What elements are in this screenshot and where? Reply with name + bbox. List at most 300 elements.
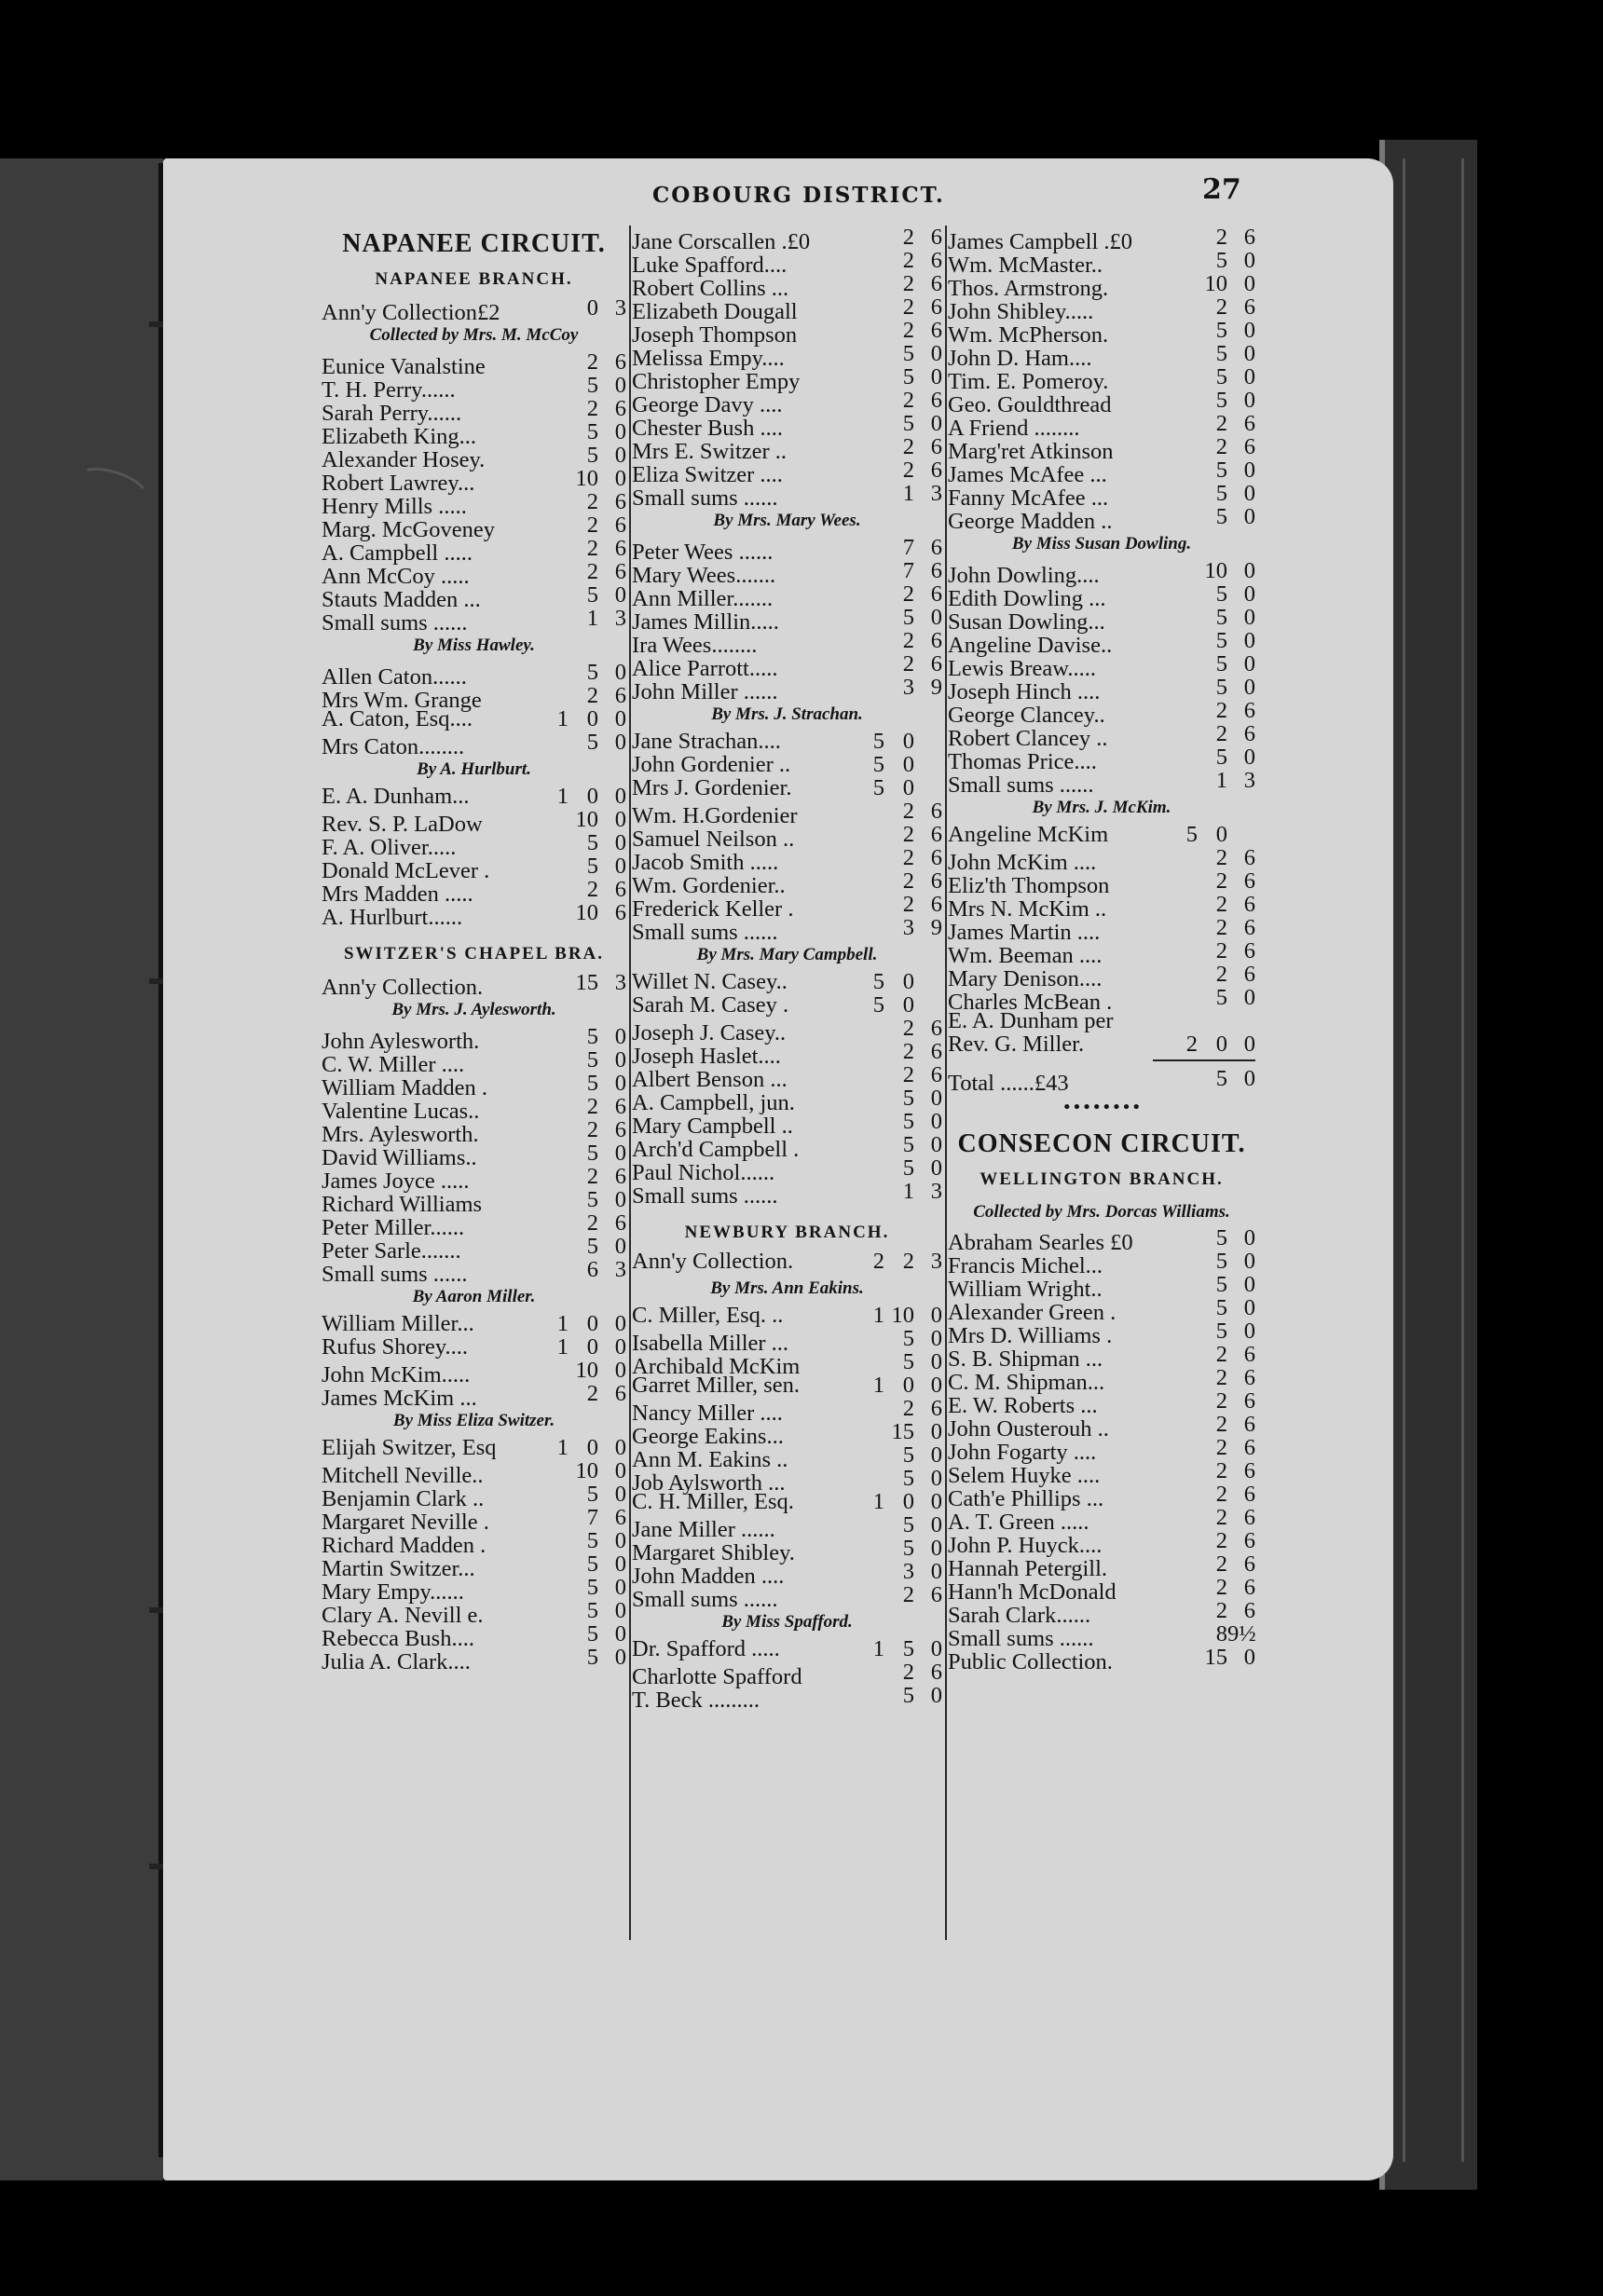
amount-pence: 6 (930, 845, 942, 870)
amount-pounds (845, 319, 884, 342)
subscriber-name: Mrs J. Gordenier. (632, 776, 792, 800)
amount (526, 808, 626, 831)
amount-shillings: 0 (586, 295, 598, 321)
amount (526, 1165, 626, 1188)
amount (1155, 1273, 1255, 1296)
amount-pounds (1158, 1506, 1198, 1529)
amount-pounds (1158, 1273, 1198, 1296)
amount-shillings: 5 (1215, 341, 1227, 366)
subscriber-name: A Friend ........ (948, 417, 1080, 440)
amount-shillings: 5 (1215, 745, 1227, 770)
amount-pounds (1158, 559, 1198, 582)
amount (1155, 986, 1255, 1009)
subscriber-row (322, 660, 626, 689)
collector-line: By Miss Spafford. (721, 1612, 853, 1632)
amount-pounds: 5 (872, 752, 884, 777)
subscriber-name: C. W. Miller .... (322, 1053, 465, 1076)
amount-shillings: 2 (586, 877, 598, 902)
amount (526, 1095, 626, 1118)
subscriber-name: Frederick Keller . (632, 897, 794, 921)
amount-pence: 6 (1243, 1551, 1255, 1577)
amount-pounds (1158, 1622, 1198, 1646)
amount-pounds (1158, 916, 1198, 939)
amount-pounds (529, 878, 569, 901)
amount (526, 537, 626, 560)
subscriber-row (322, 1312, 626, 1335)
amount-pounds (529, 1025, 569, 1048)
subscriber-name: Marg'ret Atkinson (948, 440, 1114, 463)
amount-pounds (845, 1467, 884, 1490)
subscriber-name: Rev. S. P. LaDow (322, 813, 483, 836)
subscriber-name: Rebecca Bush.... (322, 1627, 474, 1650)
amount-pence: 0 (614, 1141, 626, 1166)
amount-pounds (529, 854, 569, 878)
amount (842, 753, 942, 776)
amount-shillings: 7 (902, 558, 914, 583)
amount-shillings: 2 (1215, 1598, 1227, 1623)
subscriber-name: Joseph J. Casey.. (632, 1021, 787, 1045)
amount-shillings: 0 (902, 775, 914, 800)
subscriber-name: Jane Corscallen .£0 (632, 230, 811, 253)
amount-pounds (1158, 342, 1198, 365)
subscriber-name: Public Collection. (948, 1650, 1113, 1674)
amount-pence: 0 (1243, 458, 1255, 483)
amount-shillings: 8 (1215, 1621, 1227, 1647)
subscriber-name: John Dowling.... (948, 564, 1100, 587)
amount-pence: 6 (614, 1381, 626, 1406)
subscriber-name: A. Campbell, jun. (632, 1091, 795, 1114)
amount-pounds (845, 1156, 884, 1180)
amount-pounds (1158, 676, 1198, 699)
subscriber-name: Peter Miller...... (322, 1216, 465, 1239)
circuit-heading: NAPANEE CIRCUIT. (342, 229, 606, 258)
subscriber-name: Eliz'th Thompson (948, 874, 1110, 897)
collector-line: Collected by Mrs. Dorcas Williams. (973, 1202, 1230, 1222)
amount-shillings: 5 (586, 1141, 598, 1166)
amount-shillings: 2 (1215, 845, 1227, 870)
subscriber-name: Hannah Petergill. (948, 1557, 1108, 1580)
subscriber-name: Peter Sarle....... (322, 1239, 461, 1263)
amount (1155, 963, 1255, 986)
amount-shillings: 2 (902, 1062, 914, 1087)
subscriber-name: Ira Wees........ (632, 634, 758, 657)
amount-shillings: 5 (1215, 364, 1227, 390)
amount (842, 1063, 942, 1086)
amount-shillings: 2 (586, 536, 598, 561)
subscriber-name: Mrs E. Switzer .. (632, 440, 788, 463)
amount-shillings: 5 (586, 1575, 598, 1600)
subscriber-name: Sarah M. Casey . (632, 993, 789, 1017)
subscriber-row (632, 1490, 942, 1513)
amount (1155, 1343, 1255, 1366)
subscriber-row (322, 1436, 626, 1459)
amount-pounds (845, 846, 884, 869)
amount-pounds: 1 (556, 1311, 569, 1336)
amount-pence: 9 (930, 675, 942, 700)
subscriber-name: George Eakins... (632, 1425, 784, 1448)
subscriber-row (322, 785, 626, 808)
subscriber-row (632, 993, 942, 1017)
amount-pence: 6 (1243, 1388, 1255, 1414)
amount-shillings: 0 (902, 1373, 914, 1398)
subscriber-name: E. A. Dunham... (322, 785, 470, 808)
amount-pence: 0 (614, 1458, 626, 1483)
total-rule (1153, 1059, 1255, 1061)
amount-pence: 0 (614, 419, 626, 444)
amount-pence: 6 (614, 512, 626, 538)
amount-pence: 6 (930, 225, 942, 250)
circuit-heading: CONSECON CIRCUIT. (957, 1129, 1246, 1158)
amount-pounds (1158, 435, 1198, 458)
branch-heading: NEWBURY BRANCH. (684, 1223, 890, 1242)
amount (1155, 676, 1255, 699)
amount-pence: 0 (1243, 675, 1255, 700)
amount-shillings: 2 (1215, 1435, 1227, 1460)
amount (1155, 226, 1255, 249)
amount-pence: 6 (1243, 845, 1255, 870)
subscriber-row (948, 845, 1255, 874)
amount (842, 1350, 942, 1374)
amount-pounds (845, 1583, 884, 1606)
amount (1155, 769, 1255, 792)
amount (842, 342, 942, 365)
subscriber-name: Garret Miller, sen. (632, 1374, 800, 1397)
amount-shillings: 2 (586, 349, 598, 375)
amount-shillings: 2 (1215, 1388, 1227, 1414)
amount-pence: 6 (614, 559, 626, 584)
amount (842, 1304, 942, 1327)
amount-pounds (845, 559, 884, 582)
amount-shillings: 2 (902, 458, 914, 483)
subscriber-name: Wm. Beeman .... (948, 944, 1103, 967)
amount-shillings: 2 (902, 651, 914, 676)
amount (842, 916, 942, 939)
amount-shillings: 0 (902, 729, 914, 754)
amount-pence: 0 (930, 1512, 942, 1538)
subscriber-row (322, 1335, 626, 1359)
amount-pence: 6 (930, 651, 942, 676)
collector-line: By Miss Eliza Switzer. (392, 1411, 555, 1430)
subscriber-name: Archibald McKim (632, 1355, 801, 1378)
amount-pence: 6 (930, 434, 942, 459)
amount-shillings: 2 (586, 1117, 598, 1142)
amount-pounds (845, 1513, 884, 1537)
amount-pounds (529, 397, 569, 420)
subscriber-name: Clary A. Nevill e. (322, 1604, 484, 1627)
amount-pence: 0 (614, 1645, 626, 1670)
amount-pence: 0 (614, 1435, 626, 1460)
subscriber-name: James Millin..... (632, 610, 779, 634)
amount-pence (914, 970, 942, 993)
amount-pence: 6 (930, 628, 942, 653)
amount-shillings: 5 (586, 1234, 598, 1259)
amount-shillings: 10 (575, 1458, 598, 1483)
amount-pounds (1158, 1343, 1198, 1366)
amount (842, 249, 942, 272)
subscriber-name: James Joyce ..... (322, 1169, 470, 1193)
amount-pounds: 5 (1185, 822, 1198, 847)
amount-shillings: 0 (586, 784, 598, 809)
amount-pence: 0 (1243, 1645, 1255, 1670)
amount-shillings: 10 (1204, 271, 1227, 296)
amount-shillings: 1 (902, 1179, 914, 1204)
amount-pence: 0 (614, 1528, 626, 1553)
subscriber-name: Elizabeth Dougall (632, 300, 798, 323)
amount (1155, 939, 1255, 963)
amount (842, 435, 942, 458)
amount-shillings: 2 (586, 1210, 598, 1236)
amount-pence: 0 (614, 807, 626, 832)
amount (1155, 652, 1255, 676)
amount (526, 971, 626, 994)
amount-shillings: 5 (902, 364, 914, 390)
amount (1155, 745, 1255, 769)
subscriber-name: Eunice Vanalstine (322, 355, 486, 378)
amount (1155, 1529, 1255, 1552)
amount-pounds (529, 1459, 569, 1483)
amount (526, 901, 626, 924)
amount-shillings: 0 (902, 752, 914, 777)
amount-pounds (1158, 412, 1198, 435)
subscriber-name: Selem Huyke .... (948, 1464, 1101, 1487)
amount-pence: 0 (930, 1109, 942, 1134)
amount-pounds (1158, 722, 1198, 745)
amount (842, 559, 942, 582)
previous-page-edge (0, 158, 163, 2180)
amount (526, 513, 626, 537)
amount-pence: 0 (614, 730, 626, 755)
amount-shillings: 2 (1215, 1551, 1227, 1577)
amount-pence: 0 (1243, 1032, 1255, 1057)
amount (526, 1235, 626, 1258)
collector-line: By Mrs. J. Strachan. (711, 704, 863, 724)
amount (842, 1443, 942, 1467)
subscriber-name: Richard Madden . (322, 1534, 486, 1557)
amount-pence: 3 (614, 606, 626, 631)
amount (842, 1040, 942, 1063)
subscriber-name: Wm. H.Gordenier (632, 804, 798, 827)
amount-pence (914, 730, 942, 753)
amount-pence: 0 (614, 582, 626, 608)
collector-line: By Mrs. Mary Campbell. (696, 945, 878, 964)
amount-pounds (845, 249, 884, 272)
amount-pounds (529, 1552, 569, 1576)
column-2 (632, 226, 942, 1931)
amount-pence: 0 (1243, 1066, 1255, 1091)
amount-pounds (1158, 272, 1198, 295)
amount-shillings: 2 (1215, 868, 1227, 894)
amount-shillings: 2 (1215, 1412, 1227, 1437)
subscriber-name: John Miller ...... (632, 680, 778, 704)
amount-pence: 0 (614, 660, 626, 685)
subscriber-row (322, 295, 626, 324)
amount (842, 1467, 942, 1490)
amount-pounds (1158, 1599, 1198, 1622)
subscriber-name: Thomas Price.... (948, 750, 1097, 773)
amount-pounds: 1 (556, 784, 569, 809)
amount-shillings: 1 (586, 606, 598, 631)
amount-pence: 6 (1243, 1458, 1255, 1483)
amount-pence: 6 (614, 489, 626, 514)
amount (1155, 1599, 1255, 1622)
subscriber-name: John Ousterouh .. (948, 1417, 1109, 1441)
subscriber-row (632, 1512, 942, 1541)
amount-shillings: 5 (586, 443, 598, 468)
amount-pounds (845, 1350, 884, 1374)
amount-pounds (845, 536, 884, 559)
amount-pence: 6 (930, 318, 942, 343)
amount-pounds (845, 342, 884, 365)
subscriber-row (632, 799, 942, 827)
amount-pounds (1158, 1366, 1198, 1389)
column-3 (948, 226, 1255, 1931)
amount-pounds (529, 296, 569, 320)
amount (842, 800, 942, 823)
amount-shillings: 2 (586, 559, 598, 584)
amount-pence: 3 (930, 481, 942, 506)
amount-shillings: 3 (902, 1559, 914, 1584)
subscriber-row (948, 1032, 1255, 1056)
amount-shillings: 2 (902, 581, 914, 607)
amount-pounds (529, 1599, 569, 1622)
subscriber-name: Isabella Miller ... (632, 1332, 789, 1355)
amount-pounds (1158, 939, 1198, 963)
amount-shillings: 5 (902, 1536, 914, 1561)
subscriber-name: Benjamin Clark .. (322, 1487, 485, 1510)
amount-pence: 6 (614, 396, 626, 421)
amount (1155, 1506, 1255, 1529)
amount-pence: 6 (930, 1660, 942, 1685)
subscriber-name: Alexander Green . (948, 1301, 1117, 1324)
amount-pence: 6 (930, 892, 942, 917)
amount (1155, 1552, 1255, 1576)
amount (526, 1552, 626, 1576)
amount-shillings: 7 (902, 535, 914, 560)
amount (526, 397, 626, 420)
amount-pence: 0 (1243, 1249, 1255, 1274)
amount-pence: 6 (614, 1210, 626, 1236)
amount-pounds (529, 420, 569, 444)
amount-pounds (529, 560, 569, 583)
subscriber-name: Christopher Empy (632, 370, 801, 393)
amount-pence: 0 (614, 830, 626, 855)
amount-shillings: 2 (902, 628, 914, 653)
amount-pence: 6 (614, 1505, 626, 1530)
amount-pounds: 5 (872, 969, 884, 994)
subscriber-name: Albert Benson ... (632, 1068, 788, 1091)
amount (526, 490, 626, 513)
subscriber-name: John Fogarty .... (948, 1441, 1097, 1464)
amount (1155, 342, 1255, 365)
amount-shillings: 5 (1215, 1272, 1227, 1297)
amount (526, 878, 626, 901)
amount-shillings: 2 (1215, 1505, 1227, 1530)
subscriber-name: Jane Miller ...... (632, 1518, 775, 1541)
amount-pounds (845, 226, 884, 249)
page-stack-lines (1403, 158, 1464, 2162)
subscriber-name: Alexander Hosey. (322, 448, 486, 472)
amount (1155, 458, 1255, 482)
amount (842, 295, 942, 319)
amount-pounds (845, 365, 884, 389)
amount-shillings: 2 (902, 388, 914, 413)
amount-pounds (529, 971, 569, 994)
amount-pence: 0 (1243, 271, 1255, 296)
amount-shillings: 5 (902, 411, 914, 436)
amount-shillings: 0 (1215, 822, 1227, 847)
amount-pence: 6 (1243, 698, 1255, 723)
amount-pounds (529, 1048, 569, 1072)
subscriber-name: Ann'y Collection. (632, 1250, 794, 1273)
amount-pence: 6 (930, 294, 942, 320)
amount-pounds (529, 1258, 569, 1281)
amount (1155, 823, 1255, 846)
amount-pence: 0 (1243, 248, 1255, 273)
amount-pence: 6 (1243, 1598, 1255, 1623)
amount-shillings: 2 (1215, 1458, 1227, 1483)
amount-pounds: 1 (872, 1489, 884, 1514)
amount-pence: 0 (930, 605, 942, 630)
amount (842, 1490, 942, 1513)
subscriber-row (632, 1250, 942, 1273)
amount-pence: 6 (930, 822, 942, 847)
amount (526, 1599, 626, 1622)
amount-pounds: 1 (556, 1334, 569, 1360)
amount-shillings: 2 (1215, 225, 1227, 250)
amount-pounds (1158, 1319, 1198, 1343)
amount (842, 1660, 942, 1684)
amount-shillings: 5 (586, 1645, 598, 1670)
amount (1155, 1413, 1255, 1436)
amount-pounds (529, 1235, 569, 1258)
subscriber-name: Melissa Empy.... (632, 347, 785, 370)
amount-shillings: 0 (902, 1489, 914, 1514)
subscriber-name: Small sums ...... (632, 486, 778, 510)
amount-shillings: 5 (1215, 1066, 1227, 1091)
subscriber-name: Sarah Perry...... (322, 402, 462, 425)
amount-pence: 6 (1243, 225, 1255, 250)
amount (1155, 295, 1255, 319)
amount-pounds (1158, 963, 1198, 986)
amount-pounds (1158, 1413, 1198, 1436)
amount-pence (914, 993, 942, 1017)
subscriber-name: C. M. Shipman... (948, 1371, 1105, 1394)
amount-shillings: 0 (586, 1334, 598, 1360)
amount-pence: 0 (1243, 605, 1255, 630)
branch-heading: SWITZER'S CHAPEL BRA. (343, 944, 605, 964)
amount (1155, 869, 1255, 893)
amount-shillings: 5 (902, 1512, 914, 1538)
amount (1155, 916, 1255, 939)
amount-pence: 6 (930, 581, 942, 607)
subscriber-name: Mrs Madden ..... (322, 882, 473, 906)
amount-pence: 0 (930, 1132, 942, 1157)
subscriber-row (948, 823, 1255, 846)
subscriber-name: Charlotte Spafford (632, 1665, 802, 1688)
amount-shillings: 2 (902, 248, 914, 273)
amount-pence: 0 (930, 1466, 942, 1491)
amount-pence: 0 (930, 364, 942, 390)
amount-pounds: 1 (872, 1303, 884, 1328)
amount-pence: 0 (930, 1303, 942, 1328)
subscriber-row (322, 1024, 626, 1053)
amount-pounds (529, 1382, 569, 1405)
subscriber-name: Mrs. Aylesworth. (322, 1123, 479, 1146)
amount-shillings: 2 (902, 1016, 914, 1041)
amount-pence: 6 (1243, 411, 1255, 436)
subscriber-name: A. Campbell ..... (322, 541, 473, 565)
subscriber-name: Total ......£43 (948, 1072, 1069, 1095)
